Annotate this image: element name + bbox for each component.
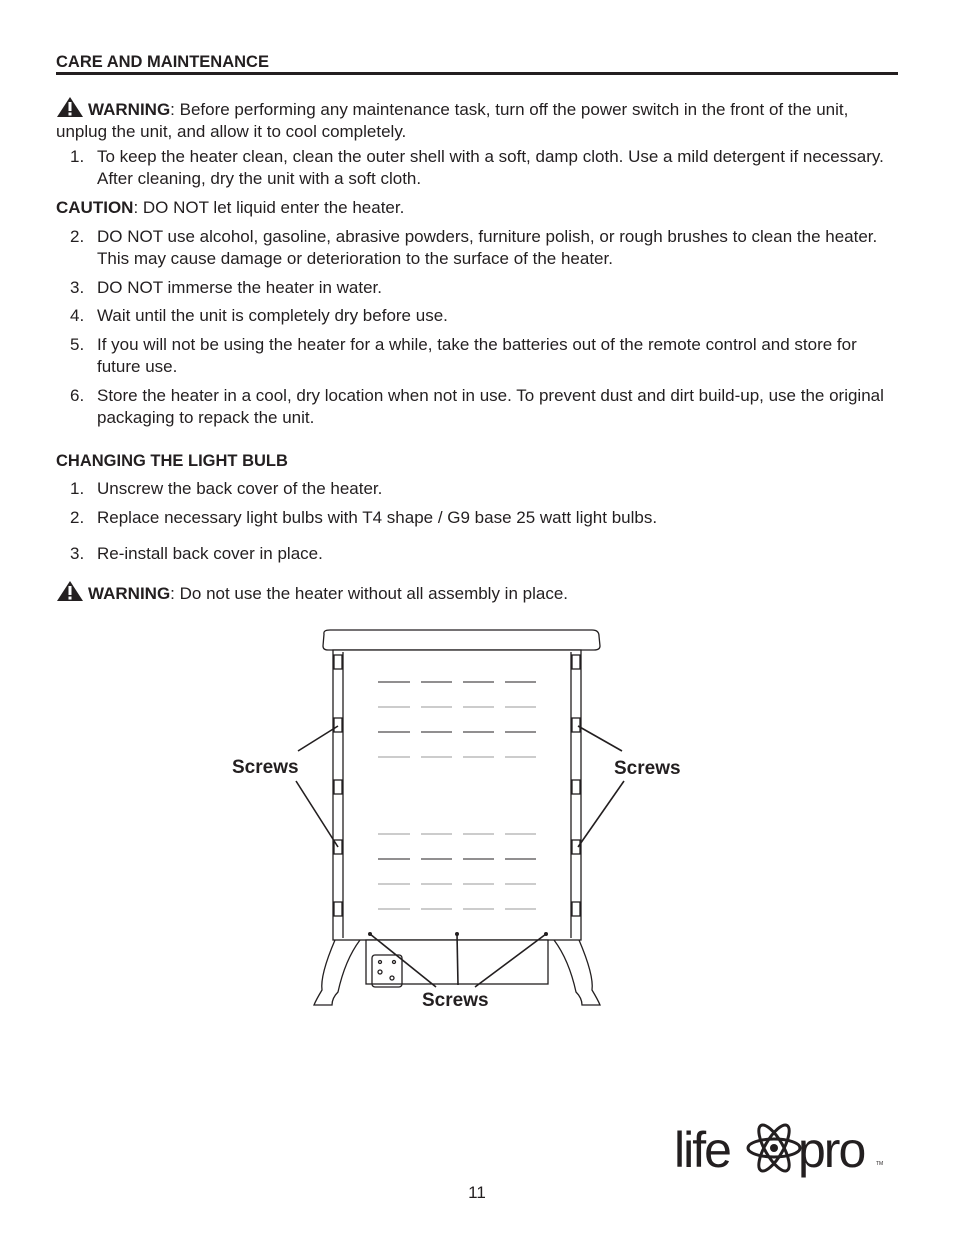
list-item-text: Replace necessary light bulbs with T4 shape / G9 base 25 watt light bulbs. (97, 508, 658, 527)
list-item-number: 1. (70, 147, 85, 166)
list-item-text: Unscrew the back cover of the heater. (97, 479, 383, 498)
list-item-text: Store the heater in a cool, dry location when not in use. To prevent dust and dirt build-up, use the original packaging to repack the unit. (97, 386, 884, 427)
list-item-text: Wait until the unit is completely dry before use. (97, 306, 448, 325)
atom-logo-icon (748, 1121, 800, 1175)
list-item-text: DO NOT use alcohol, gasoline, abrasive powders, furniture polish, or rough brushes to clean the heater. This may cause damage or deterioration to the surface of the heater. (97, 227, 878, 268)
list-item-text: If you will not be using the heater for a while, take the batteries out of the remote control and store for future use. (97, 335, 857, 376)
section-title-light-bulb: CHANGING THE LIGHT BULB (56, 452, 288, 470)
logo-text-pro: pro (798, 1122, 865, 1178)
list-item-number: 4. (70, 306, 85, 325)
list-item-number: 3. (70, 278, 85, 297)
list-item-number: 5. (70, 335, 85, 354)
page-number: 11 (468, 1183, 486, 1202)
list-item-number: 2. (70, 227, 85, 246)
list-item-text: To keep the heater clean, clean the outer shell with a soft, damp cloth. Use a mild detergent if necessary. After cleaning, dry the unit with a soft cloth. (97, 147, 884, 188)
warning-text: : Do not use the heater without all assembly in place. (170, 584, 569, 603)
warning-label: WARNING (88, 100, 171, 119)
list-item-number: 2. (70, 508, 85, 527)
list-item-number: 3. (70, 544, 85, 563)
screws-label-bottom: Screws (422, 990, 489, 1011)
list-item-text: DO NOT immerse the heater in water. (97, 278, 383, 297)
logo-trademark: TM (876, 1161, 884, 1167)
caution-text: : DO NOT let liquid enter the heater. (133, 198, 405, 217)
caution-label: CAUTION (56, 198, 134, 217)
logo-text-life: life (674, 1122, 730, 1178)
list-item-number: 1. (70, 479, 85, 498)
warning-label: WARNING (88, 584, 171, 603)
screws-label-right: Screws (614, 758, 681, 779)
section-title-care: CARE AND MAINTENANCE (56, 53, 269, 71)
list-item-number: 6. (70, 386, 85, 405)
screws-label-left: Screws (232, 757, 299, 778)
warning-text: : Before performing any maintenance task, turn off the power switch in the front of the unit, unplug the unit, and allow it to cool completely. (56, 100, 849, 141)
list-item-text: Re-install back cover in place. (97, 544, 323, 563)
lifepro-logo (670, 1110, 890, 1185)
